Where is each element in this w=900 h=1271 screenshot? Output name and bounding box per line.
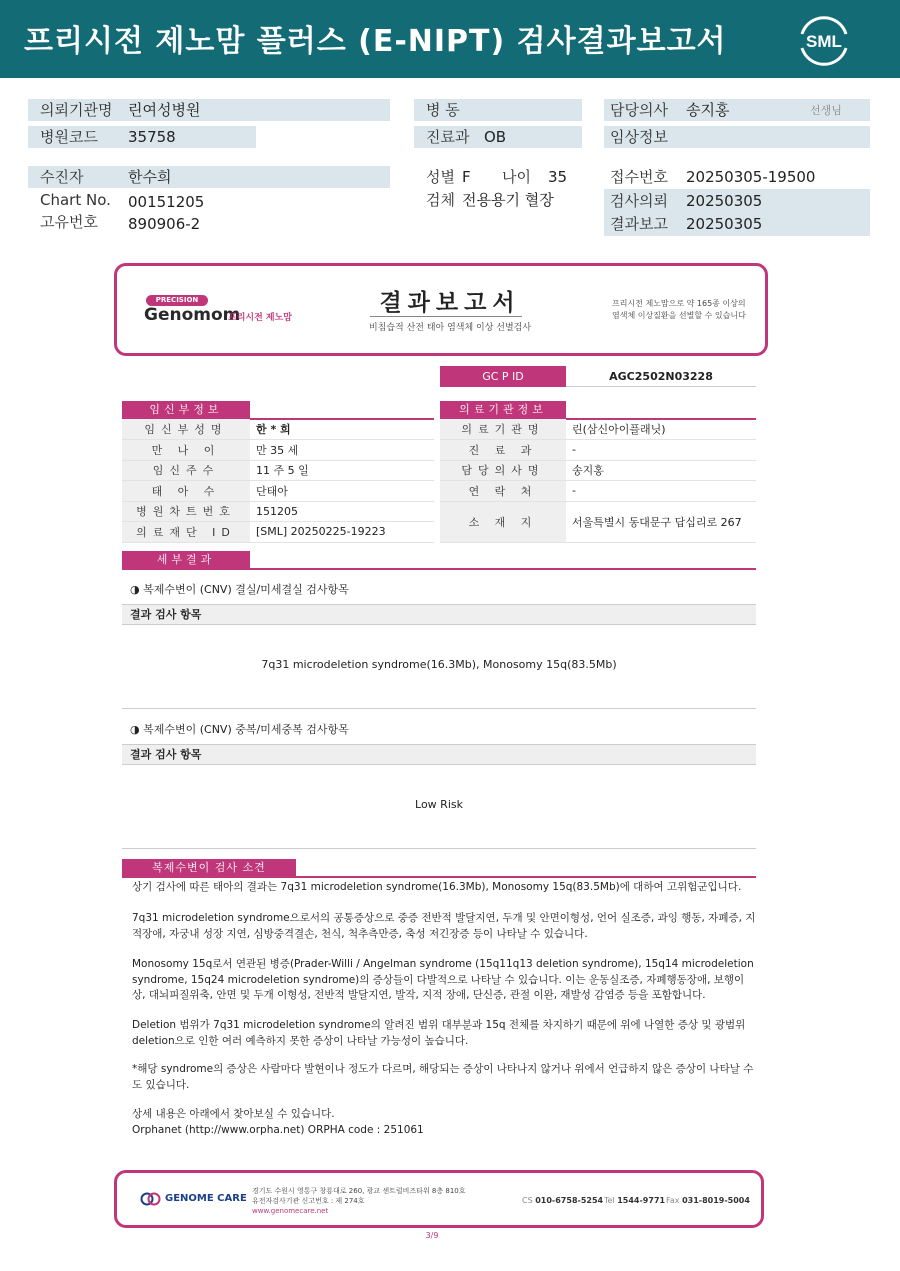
cnv-deletion-item-header: 결과 검사 항목: [122, 604, 756, 624]
footer-address-line2: 유전자검사기관 신고번호 : 제 274호: [252, 1197, 365, 1205]
cnv-dup-heading: ◑ 복제수변이 (CNV) 중복/미세중복 검사항목: [130, 723, 349, 736]
detail-tab: 세부결과: [122, 551, 250, 569]
gcp-id-label: GC P ID: [440, 366, 566, 387]
cnv-dup-result: Low Risk: [415, 798, 463, 811]
pregnant-row-value: [SML] 20250225-19223: [250, 522, 434, 543]
table-row: [122, 522, 434, 543]
medical-row-value: -: [566, 440, 756, 461]
ward-label: 병 동: [426, 101, 460, 119]
institution-value: 린여성병원: [128, 101, 201, 119]
table-row: [122, 419, 434, 440]
medical-row-value: -: [566, 481, 756, 502]
report-note-line2: 염색체 이상질환을 선별할 수 있습니다: [612, 311, 746, 320]
pregnant-row-label: 임신주수: [122, 460, 250, 481]
pregnant-row-value: 151205: [250, 501, 434, 522]
genome-care-name: GENOME CARE: [165, 1193, 247, 1204]
pregnant-row-value: 만 35 세: [250, 440, 434, 461]
request-label: 검사의뢰: [610, 192, 668, 210]
genome-care-logo-icon: [140, 1192, 162, 1206]
findings-reference-line2: Orphanet (http://www.orpha.net) ORPHA code : 251061: [132, 1123, 424, 1136]
receipt-label: 접수번호: [610, 168, 668, 186]
footer-fax-value: 031-8019-5004: [682, 1196, 750, 1205]
chart-value: 00151205: [128, 193, 205, 211]
findings-paragraph-3: Monosomy 15q로서 연관된 병증(Prader-Willi / Angelman syndrome (15q11q13 deletion syndrome), 15q14 microdeletion syndrome, 15q24 microdeletion syndrome)의 증상들이 다발적으로 나타날 수 있습니다. 이는 운동실조증, 자폐행동장애, 보행이상, 대뇌피질위축, 안면 및 두개 이형성, 전반적 발달지연, 발작, 지적 장애, 단신증, 관절 이완, 재발성 감염증 등을 포함합니다.: [132, 958, 754, 1001]
footer-tel: [604, 1196, 665, 1205]
table-row: [440, 440, 756, 461]
cnv-deletion-heading: ◑ 복제수변이 (CNV) 결실/미세결실 검사항목: [130, 583, 349, 596]
medical-row-value: 린(삼신아이플래닛): [566, 419, 756, 440]
report-label: 결과보고: [610, 215, 668, 233]
specimen-value: 전용용기 혈장: [462, 191, 554, 209]
request-value: 20250305: [686, 192, 763, 210]
patient-value: 한수희: [128, 168, 172, 186]
pregnant-row-label: 의료재단 ID: [122, 522, 250, 543]
pregnant-row-value: 11 주 5 일: [250, 460, 434, 481]
doctor-suffix: 선생님: [810, 104, 842, 117]
findings-paragraph-5: *해당 syndrome의 증상은 사람마다 발현이나 정도가 다르며, 해당되는 증상이 나타나지 않거나 위에서 언급하지 않은 증상이 나타날 수도 있습니다.: [132, 1063, 754, 1091]
divider: [122, 624, 756, 625]
clinical-label: 임상정보: [610, 128, 668, 146]
footer-fax-label: Fax: [666, 1196, 680, 1205]
medical-info-table: [440, 419, 756, 543]
footer-cs-label: CS: [522, 1196, 533, 1205]
table-row: [440, 481, 756, 502]
footer-address-line1: 경기도 수원시 영통구 창룡대로 260, 광교 센트럴비즈타워 8층 810호: [252, 1187, 466, 1195]
footer-tel-value: 1544-9771: [617, 1196, 666, 1205]
unique-value: 890906-2: [128, 215, 201, 233]
sex-label: 성별: [426, 168, 455, 186]
pregnant-row-label: 임신부성명: [122, 419, 250, 440]
pregnant-row-label: 태 아 수: [122, 481, 250, 502]
doctor-value: 송지홍: [686, 101, 730, 119]
findings-reference: [132, 1107, 756, 1138]
sml-logo-text: SML: [806, 32, 842, 51]
sex-value: F: [462, 168, 471, 186]
institution-label: 의뢰기관명: [40, 101, 113, 119]
divider: [122, 764, 756, 765]
report-title-underline: [370, 316, 522, 317]
report-title: 결과보고서: [379, 290, 521, 316]
medical-row-label: 소 재 지: [440, 501, 566, 542]
pregnant-info-tab: 임신부정보: [122, 401, 250, 419]
page-title: 프리시전 제노맘 플러스 (E-NIPT) 검사결과보고서: [24, 24, 727, 59]
findings-tab: 복제수변이 검사 소견: [122, 859, 296, 877]
table-row: [440, 419, 756, 440]
cnv-dup-item-header: 결과 검사 항목: [122, 744, 756, 764]
footer-address: [252, 1186, 466, 1216]
footer-tel-label: Tel: [604, 1196, 615, 1205]
table-row: [122, 440, 434, 461]
medical-row-value: 송지홍: [566, 460, 756, 481]
pregnant-info-table: [122, 419, 434, 543]
report-header-note: [612, 298, 746, 322]
pregnant-row-label: 만 나 이: [122, 440, 250, 461]
cnv-deletion-result: 7q31 microdeletion syndrome(16.3Mb), Monosomy 15q(83.5Mb): [261, 658, 617, 671]
pregnant-row-value: 단태아: [250, 481, 434, 502]
table-row: [122, 481, 434, 502]
medical-row-label: 의료기관명: [440, 419, 566, 440]
footer-website: www.genomecare.net: [252, 1207, 329, 1215]
medical-row-label: 담당의사명: [440, 460, 566, 481]
medical-row-label: 연 락 처: [440, 481, 566, 502]
medical-row-value: 서울특별시 동대문구 답십리로 267: [566, 501, 756, 542]
report-note-line1: 프리시전 제노맘으로 약 165종 이상의: [612, 299, 746, 308]
report-subtitle: 비침습적 산전 태아 염색체 이상 선별검사: [368, 323, 532, 333]
pregnant-row-label: 병원차트번호: [122, 501, 250, 522]
sml-logo-icon: [796, 12, 852, 68]
gcp-id-value: AGC2502N03228: [566, 366, 756, 387]
detail-line: [122, 568, 756, 570]
medical-row-label: 진 료 과: [440, 440, 566, 461]
doctor-label: 담당의사: [610, 101, 668, 119]
table-row: [440, 501, 756, 542]
chart-label: Chart No.: [40, 191, 111, 209]
table-row: [440, 460, 756, 481]
specimen-label: 검체: [426, 191, 455, 209]
age-value: 35: [548, 168, 568, 186]
genomom-brand: Genomom: [144, 305, 241, 325]
dept-value: OB: [484, 128, 507, 146]
findings-paragraph-4: Deletion 범위가 7q31 microdeletion syndrome의 알려진 범위 대부분과 15q 전체를 차지하기 때문에 위에 나열한 증상 및 광범위 deletion으로 인한 여러 예측하지 못한 증상이 나타날 가능성이 높습니다.: [132, 1019, 746, 1047]
page-number: 3/9: [425, 1231, 439, 1240]
receipt-value: 20250305-19500: [686, 168, 816, 186]
age-label: 나이: [502, 168, 531, 186]
hospital-code-label: 병원코드: [40, 128, 98, 146]
divider: [122, 848, 756, 849]
dept-label: 진료과: [426, 128, 470, 146]
precision-badge: PRECISION: [146, 295, 208, 306]
unique-label: 고유번호: [40, 213, 98, 231]
hospital-code-value: 35758: [128, 128, 176, 146]
footer-cs-value: 010-6758-5254: [535, 1196, 604, 1205]
patient-label: 수진자: [40, 168, 84, 186]
findings-reference-line1: 상세 내용은 아래에서 찾아보실 수 있습니다.: [132, 1108, 335, 1120]
table-row: [122, 460, 434, 481]
genomom-brand-sub: 프리시전 제노맘: [228, 313, 292, 323]
footer-fax: [666, 1196, 750, 1205]
report-value: 20250305: [686, 215, 763, 233]
findings-paragraph-1: 상기 검사에 따른 태아의 결과는 7q31 microdeletion syndrome(16.3Mb), Monosomy 15q(83.5Mb)에 대하여 고위험군입니다.: [132, 881, 742, 893]
findings-paragraph-2: 7q31 microdeletion syndrome으로서의 공통증상으로 중증 전반적 발달지연, 두개 및 안면이형성, 언어 실조증, 과잉 행동, 자폐증, 지적장애, 자궁내 성장 지연, 심방중격결손, 천식, 척추측만증, 축성 저긴장증 등이 나타날 수 있습니다.: [132, 912, 756, 940]
pregnant-row-value: 한 * 희: [250, 419, 434, 440]
divider: [122, 708, 756, 709]
footer-cs: [522, 1196, 603, 1205]
medical-info-tab: 의료기관정보: [440, 401, 566, 419]
findings-line: [122, 876, 756, 878]
table-row: [122, 501, 434, 522]
